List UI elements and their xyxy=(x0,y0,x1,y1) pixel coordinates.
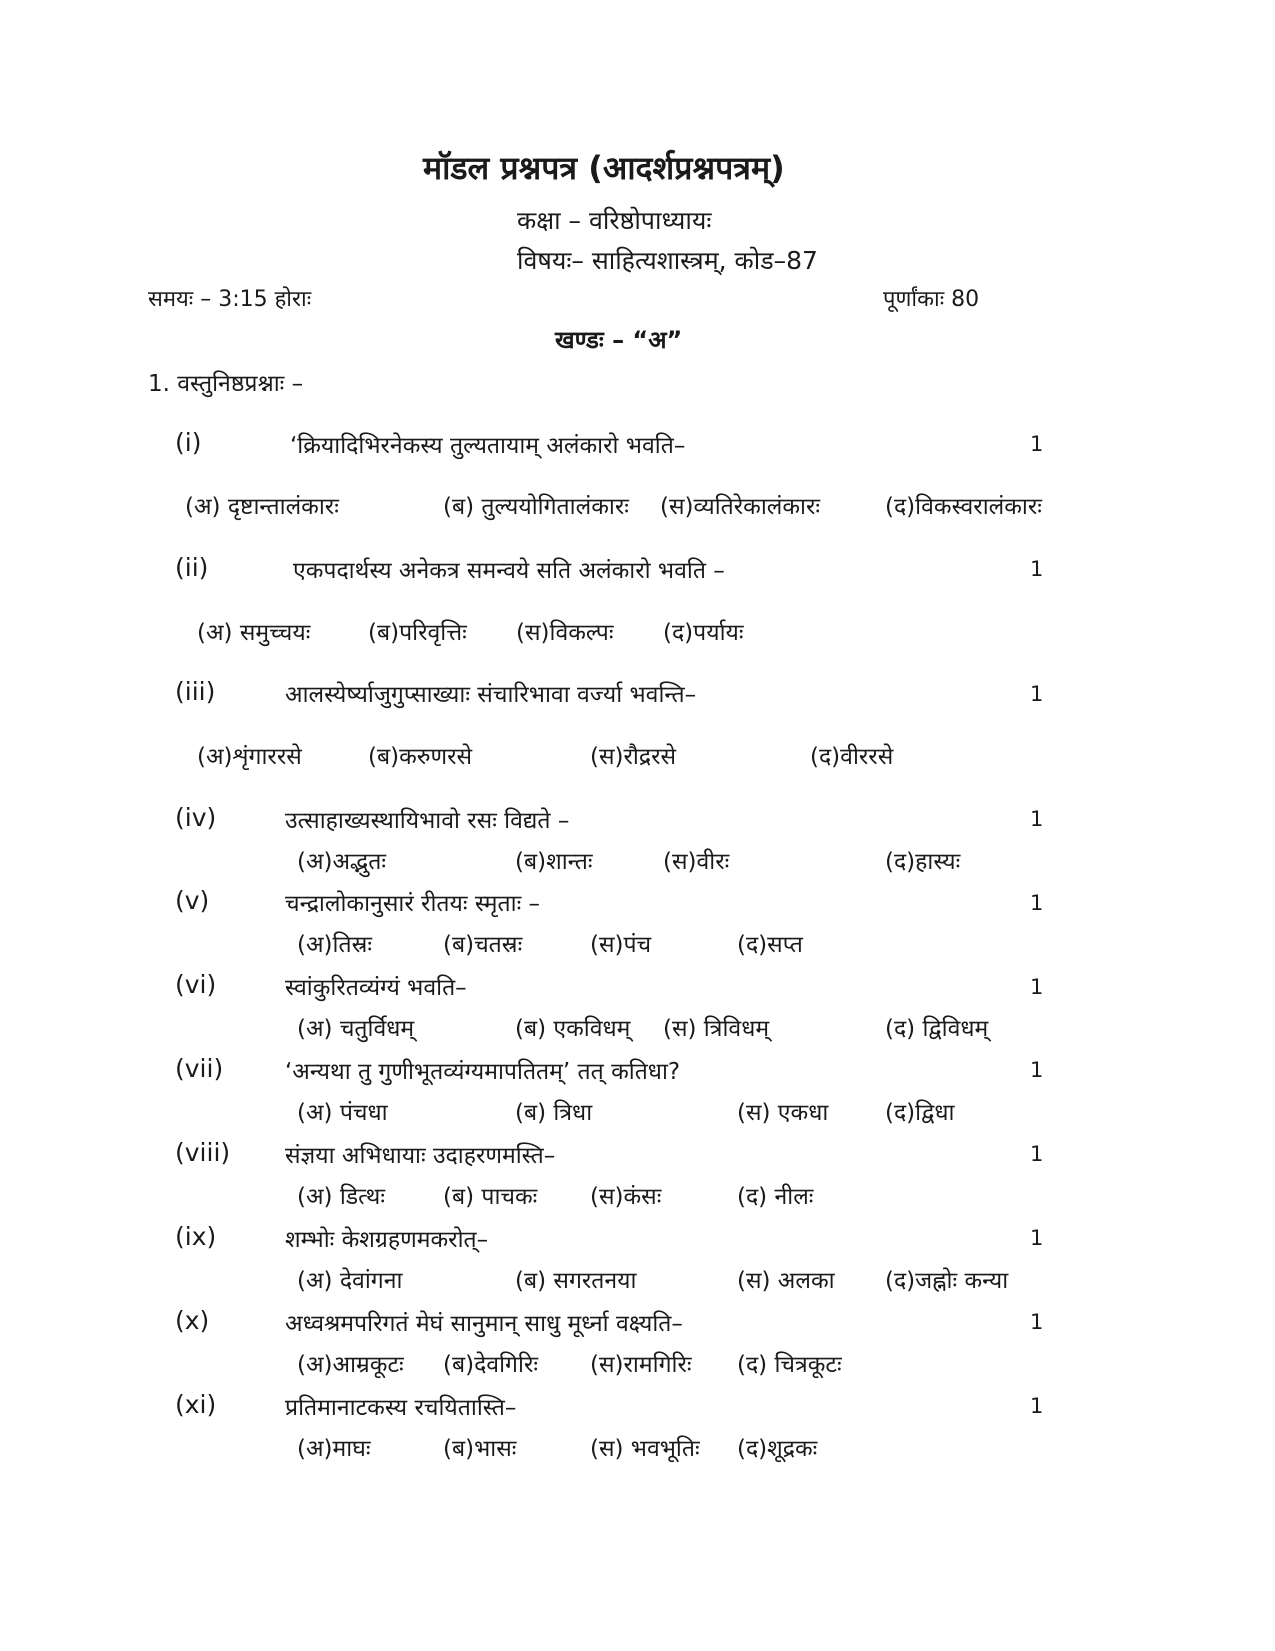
option-a: (अ)आम्रकूटः xyxy=(297,1352,404,1378)
question-marks: 1 xyxy=(1030,432,1044,456)
option-a: (अ) चतुर्विधम् xyxy=(297,1016,415,1042)
page-title: मॉडल प्रश्नपत्र (आदर्शप्रश्नपत्रम्) xyxy=(423,149,785,187)
question-marks: 1 xyxy=(1030,1394,1044,1418)
option-a: (अ) देवांगना xyxy=(297,1268,403,1294)
question-marks: 1 xyxy=(1030,807,1044,831)
question-marks: 1 xyxy=(1030,975,1044,999)
question-number: (ix) xyxy=(175,1222,217,1251)
question-text: शम्भोः केशग्रहणमकरोत्– xyxy=(285,1227,489,1253)
question-marks: 1 xyxy=(1030,682,1044,706)
option-d: (द)सप्त xyxy=(737,932,803,958)
option-d: (द) द्विविधम् xyxy=(885,1016,989,1042)
option-c: (स)रामगिरिः xyxy=(590,1352,692,1378)
question-marks: 1 xyxy=(1030,1058,1044,1082)
subject-line: विषयः– साहित्यशास्त्रम्, कोड–87 xyxy=(517,246,818,275)
question-marks: 1 xyxy=(1030,557,1044,581)
full-marks: पूर्णांकाः 80 xyxy=(883,287,980,312)
option-c: (स)कंसः xyxy=(590,1184,662,1210)
class-line: कक्षा – वरिष्ठोपाध्यायः xyxy=(517,206,712,235)
option-a: (अ) डित्थः xyxy=(297,1184,386,1210)
option-b: (ब) सगरतनया xyxy=(515,1268,637,1294)
option-b: (ब)करुणरसे xyxy=(368,744,473,770)
question-text: ‘अन्यथा तु गुणीभूतव्यंग्यमापतितम्’ तत् कतिधा? xyxy=(285,1059,681,1085)
option-c: (स) एकधा xyxy=(737,1100,829,1126)
question-number: (vi) xyxy=(175,970,217,999)
option-b: (ब)भासः xyxy=(443,1436,517,1462)
option-c: (स) भवभूतिः xyxy=(590,1436,700,1462)
option-b: (ब)शान्तः xyxy=(515,849,593,875)
option-b: (ब) एकविधम् xyxy=(515,1016,631,1042)
option-c: (स)पंच xyxy=(590,932,652,958)
question-number: (viii) xyxy=(175,1138,231,1167)
option-a: (अ) दृष्टान्तालंकारः xyxy=(185,494,339,520)
option-b: (ब)देवगिरिः xyxy=(443,1352,538,1378)
option-c: (स)वीरः xyxy=(663,849,730,875)
option-b: (ब) तुल्ययोगितालंकारः xyxy=(443,494,629,520)
option-d: (द)हास्यः xyxy=(885,849,961,875)
option-c: (स)व्यतिरेकालंकारः xyxy=(660,494,821,520)
option-b: (ब) त्रिधा xyxy=(515,1100,593,1126)
option-d: (द) नीलः xyxy=(737,1184,814,1210)
question-text: चन्द्रालोकानुसारं रीतयः स्मृताः – xyxy=(285,891,541,917)
option-a: (अ)अद्भुतः xyxy=(297,849,386,875)
option-a: (अ)शृंगाररसे xyxy=(197,744,302,770)
question-text: ‘क्रियादिभिरनेकस्य तुल्यतायाम् अलंकारो भवति– xyxy=(290,433,686,459)
option-d: (द)द्विधा xyxy=(885,1100,955,1126)
option-a: (अ)माघः xyxy=(297,1436,371,1462)
time-allowed: समयः – 3:15 होराः xyxy=(148,287,312,312)
question-text: एकपदार्थस्य अनेकत्र समन्वये सति अलंकारो भवति – xyxy=(293,558,725,584)
question-marks: 1 xyxy=(1030,1310,1044,1334)
question-number: (ii) xyxy=(175,553,209,582)
question-text: अध्वश्रमपरिगतं मेघं सानुमान् साधु मूर्ध्ना वक्ष्यति– xyxy=(285,1311,683,1337)
option-a: (अ) समुच्चयः xyxy=(197,620,311,646)
option-c: (स) अलका xyxy=(737,1268,835,1294)
question-number: (iii) xyxy=(175,677,216,706)
question-number: (v) xyxy=(175,886,210,915)
option-d: (द)जह्नोः कन्या xyxy=(885,1268,1009,1294)
question-heading: 1. वस्तुनिष्ठप्रश्नाः – xyxy=(148,371,304,397)
section-label: खण्डः – “अ” xyxy=(555,326,683,354)
option-c: (स)रौद्ररसे xyxy=(590,744,677,770)
option-d: (द)वीररसे xyxy=(810,744,894,770)
option-a: (अ)तिस्रः xyxy=(297,932,373,958)
question-marks: 1 xyxy=(1030,1226,1044,1250)
question-number: (xi) xyxy=(175,1390,217,1419)
option-d: (द) चित्रकूटः xyxy=(737,1352,842,1378)
option-b: (ब) पाचकः xyxy=(443,1184,538,1210)
option-b: (ब)चतस्रः xyxy=(443,932,523,958)
question-text: स्वांकुरितव्यंग्यं भवति– xyxy=(285,975,467,1001)
option-c: (स) त्रिविधम् xyxy=(663,1016,770,1042)
option-a: (अ) पंचधा xyxy=(297,1100,388,1126)
question-text: प्रतिमानाटकस्य रचयितास्ति– xyxy=(285,1395,517,1421)
question-marks: 1 xyxy=(1030,1142,1044,1166)
question-number: (iv) xyxy=(175,803,217,832)
question-number: (vii) xyxy=(175,1054,224,1083)
question-number: (x) xyxy=(175,1306,210,1335)
question-text: उत्साहाख्यस्थायिभावो रसः विद्यते – xyxy=(285,808,570,834)
option-c: (स)विकल्पः xyxy=(516,620,614,646)
option-b: (ब)परिवृत्तिः xyxy=(368,620,467,646)
question-marks: 1 xyxy=(1030,891,1044,915)
option-d: (द)पर्यायः xyxy=(663,620,744,646)
option-d: (द)विकस्वरालंकारः xyxy=(885,494,1042,520)
question-number: (i) xyxy=(175,428,202,457)
question-text: आलस्येर्ष्याजुगुप्साख्याः संचारिभावा वर्ज्या भवन्ति– xyxy=(285,682,697,708)
option-d: (द)शूद्रकः xyxy=(737,1436,818,1462)
question-text: संज्ञया अभिधायाः उदाहरणमस्ति– xyxy=(285,1143,556,1169)
